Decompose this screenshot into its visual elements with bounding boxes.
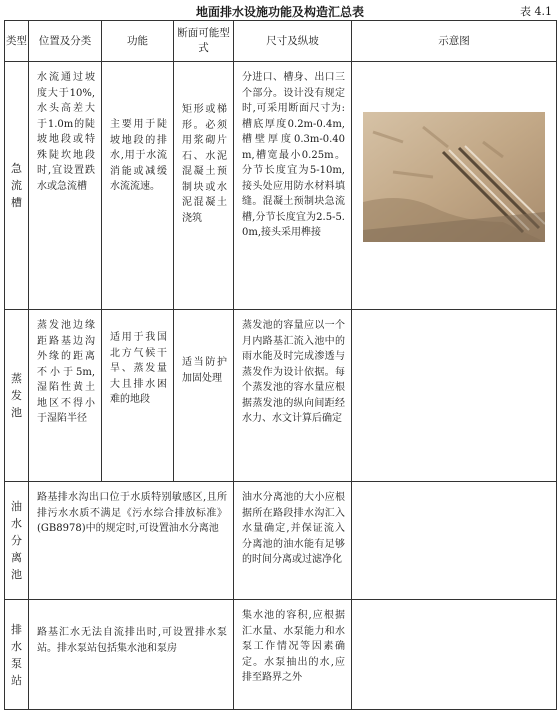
row-function: 主要用于陡坡地段的排水,用于水流消能或减缓水流流速。 [102,62,174,310]
header-size: 尺寸及纵坡 [234,21,352,62]
row-function: 适用于我国北方气候干旱、蒸发量大且排水困难的地段 [102,310,174,482]
table-number: 表 4.1 [520,5,552,18]
row-diagram-empty [352,482,557,600]
chute-photo [363,112,545,242]
row-type: 蒸发池 [5,310,29,482]
table-title: 地面排水设施功能及构造汇总表 [195,5,364,19]
header-function: 功能 [102,21,174,62]
table-row [5,600,557,710]
row-position: 蒸发池边缘距路基边沟外缘的距离不小于5m,湿陷性黄土地区不得小于湿陷半径 [29,310,102,482]
row-type: 排水泵站 [5,600,29,710]
header-position: 位置及分类 [29,21,102,62]
table-row [5,482,557,600]
row-type: 油水分离池 [5,482,29,600]
row-size: 分进口、槽身、出口三个部分。设计没有规定时,可采用断面尺寸为:槽底厚度0.2m-0.4m,槽壁厚度0.3m-0.40m,槽宽最小0.25m。分节长度宜为5-10m,接头处应用防水材料填缝。混凝土预制块急流槽,分节长度宜为2.5-5.0m,接头采用榫接 [234,62,352,310]
row-diagram [352,62,557,310]
row-size: 油水分离池的大小应根据所在路段排水沟汇入水量确定,并保证流入分离池的油水能有足够的时间分离或过滤净化 [234,482,352,600]
drainage-summary-table [4,20,557,710]
row-diagram-empty [352,310,557,482]
row-section: 适当防护加固处理 [174,310,234,482]
header-row [5,21,557,62]
header-type: 类型 [5,21,29,62]
table-row [5,310,557,482]
table-row [5,62,557,310]
row-size: 集水池的容积,应根据汇水量、水泵能力和水泵工作情况等因素确定。水泵抽出的水,应排至路界之外 [234,600,352,710]
row-position: 路基排水沟出口位于水质特别敏感区,且所排污水水质不满足《污水综合排放标准》(GB8978)中的规定时,可设置油水分离池 [29,482,234,600]
row-position: 水流通过坡度大于10%,水头高差大于1.0m的陡坡地段或特殊陡坎地段时,宜设置跌水或急流槽 [29,62,102,310]
row-diagram-empty [352,600,557,710]
row-section: 矩形或梯形。必须用浆砌片石、水泥混凝土预制块或水泥混凝土浇筑 [174,62,234,310]
row-type: 急流槽 [5,62,29,310]
row-size: 蒸发池的容量应以一个月内路基汇流入池中的雨水能及时完成渗透与蒸发作为设计依据。每个蒸发池的容水量应根据蒸发池的纵向间距经水力、水文计算后确定 [234,310,352,482]
header-diagram: 示意图 [352,21,557,62]
row-position: 路基汇水无法自流排出时,可设置排水泵站。排水泵站包括集水池和泵房 [29,600,234,710]
header-section: 断面可能型式 [174,21,234,62]
